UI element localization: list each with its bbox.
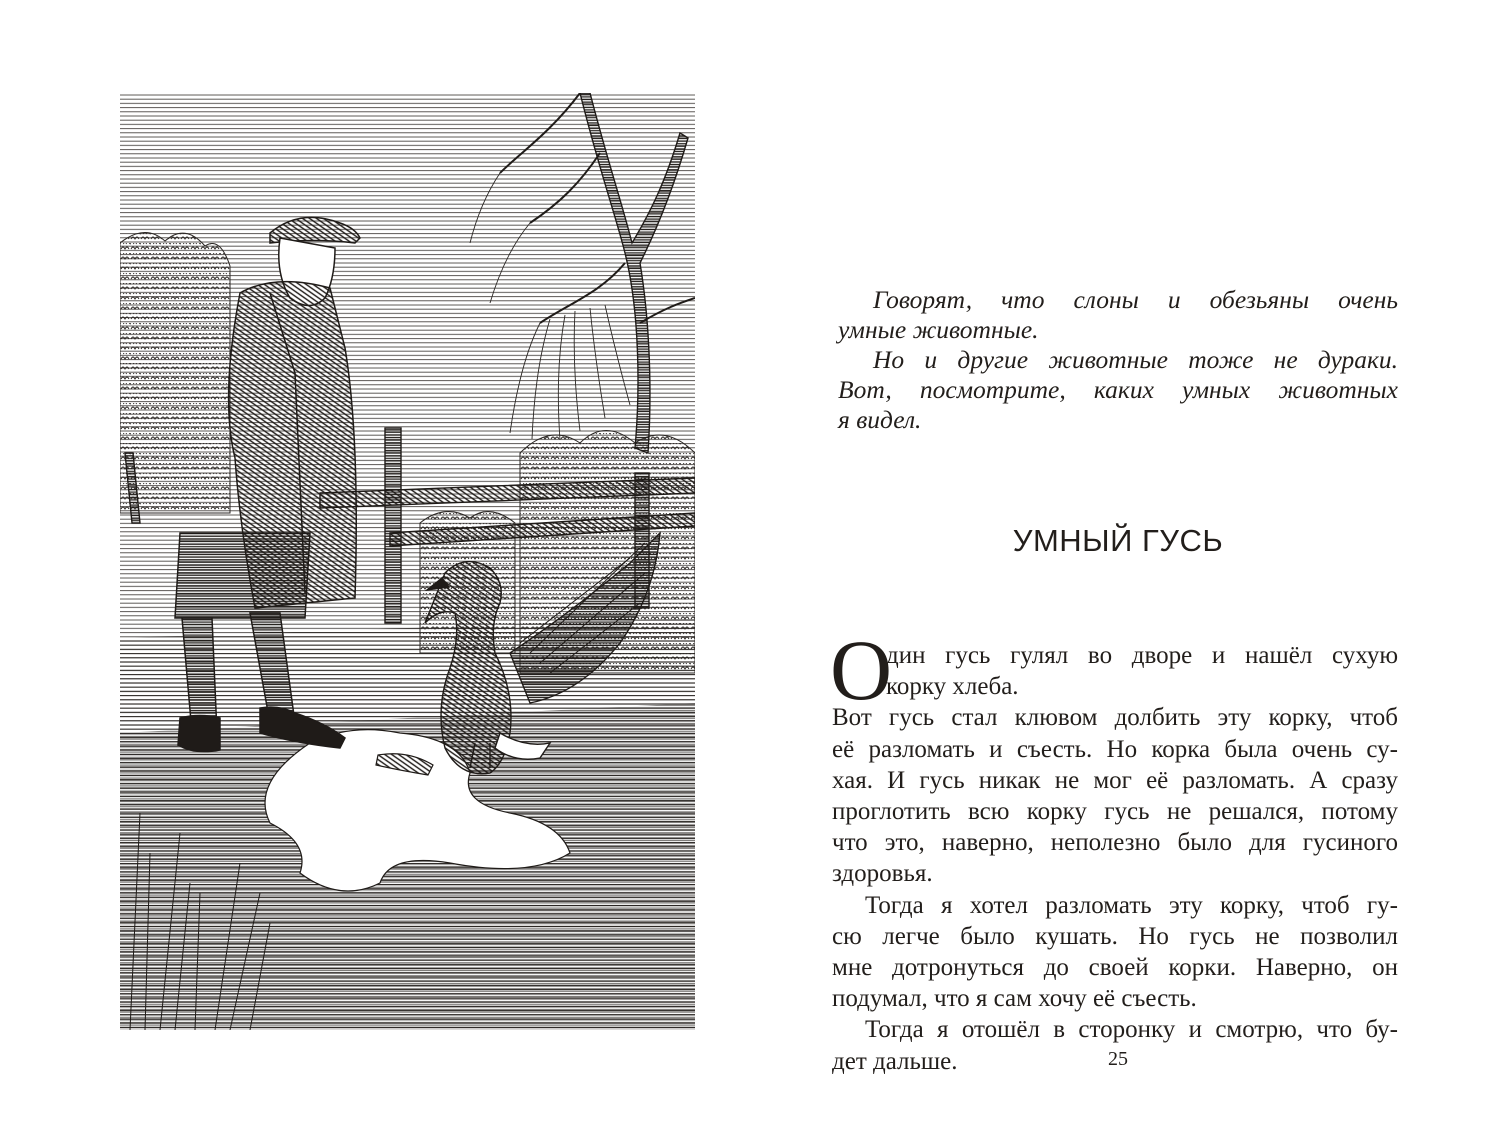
epigraph-line: я видел. (838, 405, 922, 434)
epigraph-line: умные животные. (838, 315, 1039, 344)
story-line: её разломать и съесть. Но корка была очень су- (832, 735, 1398, 763)
chapter-title: УМНЫЙ ГУСЬ (1012, 523, 1224, 558)
drop-cap: О (830, 622, 893, 718)
story-line: мне дотронуться до своей корки. Наверно, он (832, 954, 1398, 982)
story-line: хая. И гусь никак не мог её разломать. А сразу (832, 766, 1398, 794)
story-line: сю легче было кушать. Но гусь не позволил (832, 922, 1398, 950)
epigraph-line: Говорят, что слоны и обезьяны очень (873, 285, 1398, 314)
story-line: подумал, что я сам хочу её съесть. (832, 985, 1197, 1013)
story-line: Тогда я отошёл в сторонку и смотрю, что бу- (865, 1016, 1398, 1044)
epigraph-line: Вот, посмотрите, каких умных животных (838, 375, 1398, 404)
story-line: здоровья. (832, 860, 933, 888)
epigraph (838, 285, 1398, 435)
story-text (830, 622, 1398, 1077)
epigraph-paragraph (838, 285, 1398, 345)
epigraph-line: Но и другие животные тоже не дураки. (873, 345, 1398, 374)
story-line: корку хлеба. (886, 673, 1019, 701)
story-line: дет дальше. (832, 1047, 958, 1075)
story-line: Вот гусь стал клювом долбить эту корку, чтоб (832, 704, 1398, 732)
story-line: проглотить всю корку гусь не решался, потому (832, 798, 1398, 825)
story-line: дин гусь гулял во дворе и нашёл сухую (886, 642, 1398, 669)
epigraph-paragraph (838, 345, 1398, 435)
story-body (832, 702, 1398, 1076)
story-line: Тогда я хотел разломать эту корку, чтоб гу- (865, 891, 1398, 919)
story-line: что это, наверно, неполезно было для гусиного (832, 829, 1398, 857)
page-number: 25 (1108, 1048, 1128, 1070)
